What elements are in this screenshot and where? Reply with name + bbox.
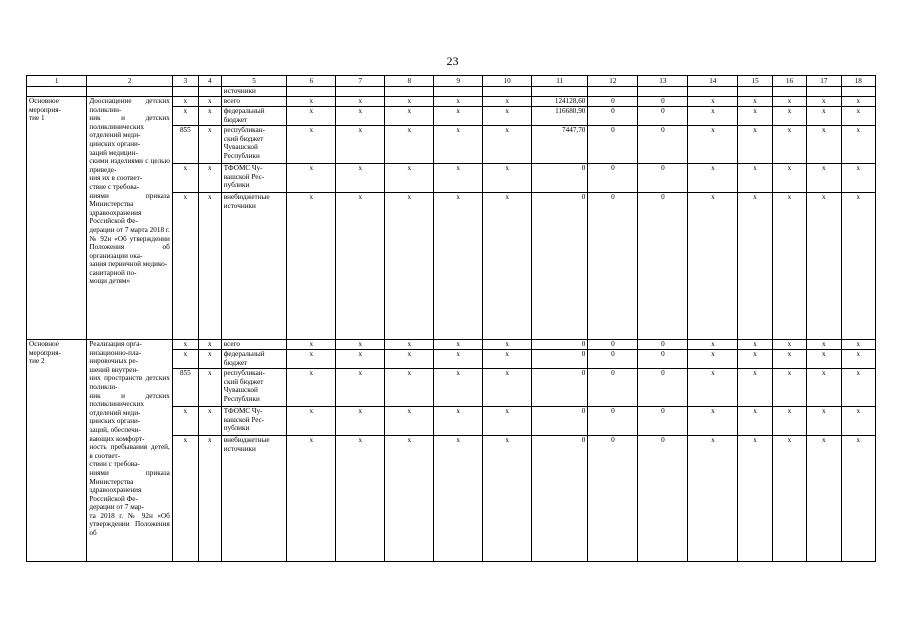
cell-c12: 0 [588,407,638,436]
cell-c9: x [434,97,483,107]
cell-c12: 0 [588,107,638,126]
cell-c14: x [688,164,738,193]
cell-empty [772,87,806,97]
cell-c15: x [738,193,772,340]
cell-c10: x [483,164,532,193]
cell-c17: x [807,340,841,350]
cell-c12: 0 [588,340,638,350]
cell-c7: x [336,369,385,407]
cell-c4: x [198,369,221,407]
cell-c7: x [336,126,385,164]
cell-empty [483,87,532,97]
cell-empty [638,87,688,97]
cell-c10: x [483,193,532,340]
cell-amount: 116680,90 [532,107,588,126]
cell-c12: 0 [588,436,638,562]
cell-empty [336,87,385,97]
funding-source: внебюджетные источники [221,436,287,562]
cell-c9: x [434,107,483,126]
cell-col4 [198,87,221,97]
cell-c6: x [287,126,336,164]
cell-amount: 0 [532,340,588,350]
cell-c6: x [287,193,336,340]
cell-c6: x [287,97,336,107]
cell-amount: 0 [532,164,588,193]
cell-c9: x [434,369,483,407]
cell-c17: x [807,126,841,164]
cell-c16: x [772,436,806,562]
cell-c10: x [483,126,532,164]
cell-c8: x [385,340,434,350]
cell-c18: x [841,193,875,340]
funding-source: всего [221,97,287,107]
cell-c4: x [198,97,221,107]
column-header-8: 8 [385,76,434,87]
cell-c13: 0 [638,369,688,407]
cell-c3: x [172,97,198,107]
cell-c17: x [807,193,841,340]
cell-c18: x [841,107,875,126]
cell-c15: x [738,340,772,350]
cell-c14: x [688,340,738,350]
cell-c16: x [772,107,806,126]
page-number: 23 [446,54,459,68]
cell-c14: x [688,369,738,407]
column-header-9: 9 [434,76,483,87]
column-header-10: 10 [483,76,532,87]
cell-c13: 0 [638,126,688,164]
cell-c13: 0 [638,436,688,562]
cell-c16: x [772,193,806,340]
cell-c6: x [287,107,336,126]
cell-c16: x [772,340,806,350]
column-header-15: 15 [738,76,772,87]
cell-c7: x [336,407,385,436]
funding-source: ТФОМС Чу- вашской Рес- публики [221,164,287,193]
cell-c4: x [198,436,221,562]
cell-c13: 0 [638,350,688,369]
cell-c6: x [287,436,336,562]
cell-amount: 7447,70 [532,126,588,164]
activity-name: Основное мероприя- тие 1 [27,97,87,340]
cell-c18: x [841,97,875,107]
cell-amount: 0 [532,407,588,436]
cell-c8: x [385,407,434,436]
cell-c10: x [483,340,532,350]
cell-c12: 0 [588,350,638,369]
cell-c7: x [336,193,385,340]
cell-c4: x [198,193,221,340]
cell-c9: x [434,436,483,562]
cell-amount: 124128,60 [532,97,588,107]
continuation-row [27,87,876,97]
table-row [27,340,876,350]
cell-c17: x [807,164,841,193]
cell-c15: x [738,407,772,436]
cell-c6: x [287,350,336,369]
cell-c8: x [385,436,434,562]
cell-c18: x [841,340,875,350]
cell-c14: x [688,193,738,340]
cell-c3: x [172,436,198,562]
column-header-6: 6 [287,76,336,87]
column-header-5: 5 [221,76,287,87]
table-row [27,97,876,107]
cell-c16: x [772,164,806,193]
cell-c3: 855 [172,369,198,407]
cell-c6: x [287,164,336,193]
cell-empty [385,87,434,97]
cell-c18: x [841,407,875,436]
cell-c17: x [807,97,841,107]
cell-c9: x [434,126,483,164]
column-header-14: 14 [688,76,738,87]
cell-c17: x [807,107,841,126]
cell-col1 [27,87,87,97]
funding-source: всего [221,340,287,350]
cell-c3: x [172,107,198,126]
header-row [27,76,876,87]
cell-c16: x [772,97,806,107]
cell-source: источники [221,87,287,97]
cell-c17: x [807,436,841,562]
cell-c9: x [434,193,483,340]
cell-c8: x [385,97,434,107]
cell-empty [434,87,483,97]
cell-c8: x [385,164,434,193]
cell-c6: x [287,340,336,350]
cell-c8: x [385,193,434,340]
cell-c7: x [336,97,385,107]
cell-c8: x [385,369,434,407]
cell-c15: x [738,97,772,107]
column-header-12: 12 [588,76,638,87]
cell-amount: 0 [532,436,588,562]
cell-c16: x [772,126,806,164]
cell-empty [532,87,588,97]
cell-empty [738,87,772,97]
cell-c14: x [688,436,738,562]
activity-description: Реализация орга- низационно-пла- нировочных ре- шений внутрен- них пространств детских поликли- ник и детских поликлинических отделений меди- цинских органи- заций, обеспечи- вающих комфорт- ность пребывания детей, в соответ- ствии с требова- ниями приказа Министерства здравоохранения Российской Фе- дерации от 7 мар- та 2018 г. № 92н «Об утверждении Положения об [87,340,172,562]
cell-col2 [87,87,172,97]
cell-c10: x [483,436,532,562]
activity-description: Дооснащение детских поликлин- ник и детских поликлинических отделений меди- цинских органи- заций медицин- скими изделиями с целью приведе- ния их в соответ- ствие с требова- ниями приказа Министерства здравоохранения Российской Фе- дерации от 7 марта 2018 г. № 92н «Об утверждении Положения об организации ока- зания первичной медико- санитарной по- мощи детям» [87,97,172,340]
cell-c16: x [772,350,806,369]
cell-c17: x [807,369,841,407]
column-header-1: 1 [27,76,87,87]
cell-c14: x [688,97,738,107]
cell-empty [841,87,875,97]
cell-c7: x [336,436,385,562]
cell-c6: x [287,369,336,407]
cell-c17: x [807,407,841,436]
column-header-17: 17 [807,76,841,87]
cell-c8: x [385,350,434,369]
cell-empty [688,87,738,97]
funding-source: республикан- ский бюджет Чувашской Республики [221,126,287,164]
cell-c15: x [738,126,772,164]
cell-c10: x [483,97,532,107]
cell-c14: x [688,107,738,126]
cell-c4: x [198,107,221,126]
cell-c12: 0 [588,164,638,193]
cell-c14: x [688,407,738,436]
activity-name: Основное мероприя- тие 2 [27,340,87,562]
cell-c4: x [198,340,221,350]
cell-c18: x [841,164,875,193]
cell-c3: x [172,407,198,436]
cell-c15: x [738,350,772,369]
column-header-13: 13 [638,76,688,87]
cell-c3: x [172,340,198,350]
cell-c9: x [434,407,483,436]
cell-c15: x [738,164,772,193]
cell-c13: 0 [638,97,688,107]
cell-c3: x [172,164,198,193]
cell-c6: x [287,407,336,436]
cell-amount: 0 [532,193,588,340]
cell-amount: 0 [532,350,588,369]
cell-c4: x [198,164,221,193]
cell-c18: x [841,350,875,369]
program-table [26,75,876,562]
column-header-4: 4 [198,76,221,87]
cell-col3 [172,87,198,97]
cell-c4: x [198,350,221,369]
cell-c9: x [434,164,483,193]
column-header-3: 3 [172,76,198,87]
column-header-7: 7 [336,76,385,87]
cell-c3: x [172,350,198,369]
cell-empty [588,87,638,97]
cell-c15: x [738,436,772,562]
cell-c7: x [336,107,385,126]
cell-c4: x [198,407,221,436]
funding-source: федеральный бюджет [221,107,287,126]
cell-c16: x [772,369,806,407]
cell-c14: x [688,350,738,369]
cell-c10: x [483,107,532,126]
cell-c13: 0 [638,407,688,436]
column-header-16: 16 [772,76,806,87]
cell-c12: 0 [588,369,638,407]
cell-c18: x [841,436,875,562]
cell-c10: x [483,369,532,407]
cell-c14: x [688,126,738,164]
cell-c10: x [483,407,532,436]
cell-c7: x [336,164,385,193]
cell-c3: 855 [172,126,198,164]
cell-c8: x [385,107,434,126]
cell-c13: 0 [638,107,688,126]
cell-c17: x [807,350,841,369]
cell-c15: x [738,107,772,126]
cell-c12: 0 [588,126,638,164]
cell-c12: 0 [588,193,638,340]
cell-c10: x [483,350,532,369]
cell-c13: 0 [638,164,688,193]
cell-c13: 0 [638,193,688,340]
cell-c18: x [841,126,875,164]
cell-c7: x [336,350,385,369]
cell-empty [287,87,336,97]
cell-c7: x [336,340,385,350]
column-header-18: 18 [841,76,875,87]
funding-source: внебюджетные источники [221,193,287,340]
cell-c12: 0 [588,97,638,107]
funding-source: ТФОМС Чу- вашской Рес- публики [221,407,287,436]
funding-source: республикан- ский бюджет Чувашской Республики [221,369,287,407]
cell-c9: x [434,340,483,350]
cell-c4: x [198,126,221,164]
column-header-11: 11 [532,76,588,87]
cell-amount: 0 [532,369,588,407]
cell-c9: x [434,350,483,369]
cell-empty [807,87,841,97]
cell-c8: x [385,126,434,164]
cell-c3: x [172,193,198,340]
funding-source: федеральный бюджет [221,350,287,369]
cell-c15: x [738,369,772,407]
cell-c16: x [772,407,806,436]
cell-c13: 0 [638,340,688,350]
cell-c18: x [841,369,875,407]
column-header-2: 2 [87,76,172,87]
